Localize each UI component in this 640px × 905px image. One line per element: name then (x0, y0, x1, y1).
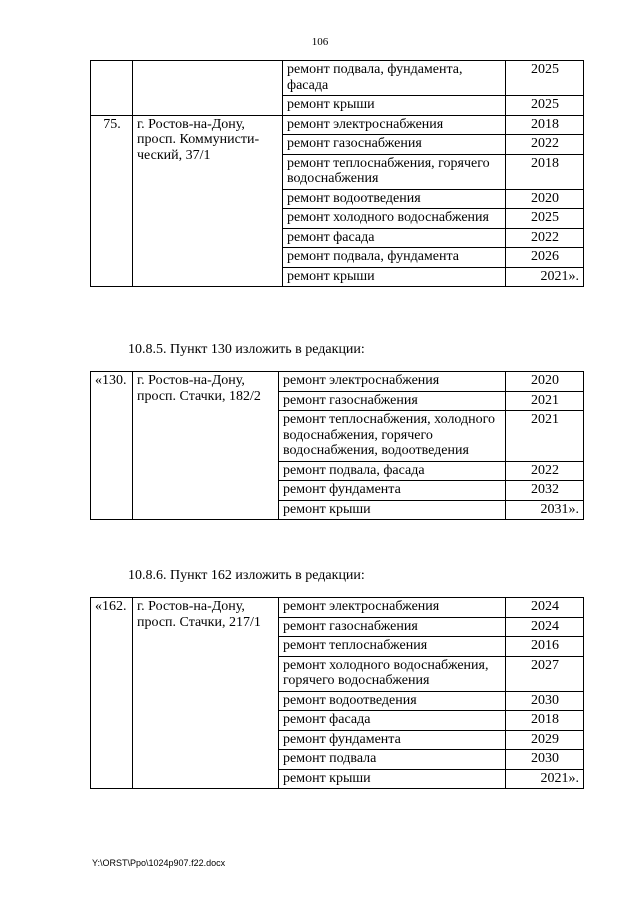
work-type-cell: ремонт фасада (279, 711, 506, 731)
year-cell: 2022 (506, 228, 584, 248)
work-type-cell: ремонт фасада (283, 228, 506, 248)
year-cell: 2018 (506, 115, 584, 135)
table-item-130 (90, 371, 584, 520)
work-type-cell: ремонт газоснабжения (279, 391, 506, 411)
work-type-cell: ремонт газоснабжения (283, 135, 506, 155)
year-cell: 2018 (506, 711, 584, 731)
work-type-cell: ремонт крыши (279, 500, 506, 520)
year-cell: 2021». (506, 769, 584, 789)
year-cell: 2026 (506, 248, 584, 268)
work-type-cell: ремонт теплоснабжения, холодного водоснабжения, горячего водоснабжения, водоотведения (279, 411, 506, 462)
work-type-cell: ремонт подвала (279, 750, 506, 770)
work-type-cell: ремонт подвала, фундамента, фасада (283, 61, 506, 96)
item-number-cell (91, 61, 133, 116)
work-type-cell: ремонт водоотведения (283, 189, 506, 209)
year-cell: 2024 (506, 598, 584, 618)
item-number-cell: «130. (91, 372, 133, 520)
year-cell: 2020 (506, 372, 584, 392)
table-continuation (90, 60, 584, 287)
address-cell: г. Ростов-на-Дону, просп. Стачки, 182/2 (133, 372, 279, 520)
year-cell: 2032 (506, 481, 584, 501)
work-type-cell: ремонт фундамента (279, 730, 506, 750)
year-cell: 2021 (506, 391, 584, 411)
work-type-cell: ремонт подвала, фасада (279, 461, 506, 481)
work-type-cell: ремонт холодного водоснабжения (283, 209, 506, 229)
table-row (91, 115, 584, 135)
work-type-cell: ремонт фундамента (279, 481, 506, 501)
year-cell: 2031». (506, 500, 584, 520)
page-number: 106 (311, 36, 329, 48)
year-cell: 2018 (506, 154, 584, 189)
work-type-cell: ремонт крыши (283, 96, 506, 116)
paragraph-10-8-6: 10.8.6. Пункт 162 изложить в редакции: (128, 568, 365, 583)
year-cell: 2022 (506, 461, 584, 481)
table-row (91, 598, 584, 618)
work-type-cell: ремонт водоотведения (279, 691, 506, 711)
year-cell: 2029 (506, 730, 584, 750)
work-type-cell: ремонт теплоснабжения, горячего водоснабжения (283, 154, 506, 189)
year-cell: 2030 (506, 750, 584, 770)
year-cell: 2027 (506, 656, 584, 691)
address-cell: г. Ростов-на-Дону, просп. Коммунисти-ческий, 37/1 (133, 115, 283, 287)
work-type-cell: ремонт электроснабжения (283, 115, 506, 135)
address-cell (133, 61, 283, 116)
file-path-footer: Y:\ORST\Ppo\1024p907.f22.docx (92, 858, 226, 868)
work-type-cell: ремонт электроснабжения (279, 372, 506, 392)
year-cell: 2021». (506, 267, 584, 287)
work-type-cell: ремонт подвала, фундамента (283, 248, 506, 268)
table-row (91, 372, 584, 392)
work-type-cell: ремонт газоснабжения (279, 617, 506, 637)
year-cell: 2024 (506, 617, 584, 637)
year-cell: 2022 (506, 135, 584, 155)
year-cell: 2025 (506, 61, 584, 96)
work-type-cell: ремонт крыши (279, 769, 506, 789)
work-type-cell: ремонт крыши (283, 267, 506, 287)
year-cell: 2025 (506, 96, 584, 116)
work-type-cell: ремонт теплоснабжения (279, 637, 506, 657)
item-number-cell: «162. (91, 598, 133, 789)
year-cell: 2021 (506, 411, 584, 462)
paragraph-10-8-5: 10.8.5. Пункт 130 изложить в редакции: (128, 342, 365, 357)
address-cell: г. Ростов-на-Дону, просп. Стачки, 217/1 (133, 598, 279, 789)
work-type-cell: ремонт электроснабжения (279, 598, 506, 618)
year-cell: 2020 (506, 189, 584, 209)
table-item-162 (90, 597, 584, 789)
table-row (91, 61, 584, 96)
year-cell: 2030 (506, 691, 584, 711)
year-cell: 2025 (506, 209, 584, 229)
year-cell: 2016 (506, 637, 584, 657)
work-type-cell: ремонт холодного водоснабжения, горячего водоснабжения (279, 656, 506, 691)
item-number-cell: 75. (91, 115, 133, 287)
